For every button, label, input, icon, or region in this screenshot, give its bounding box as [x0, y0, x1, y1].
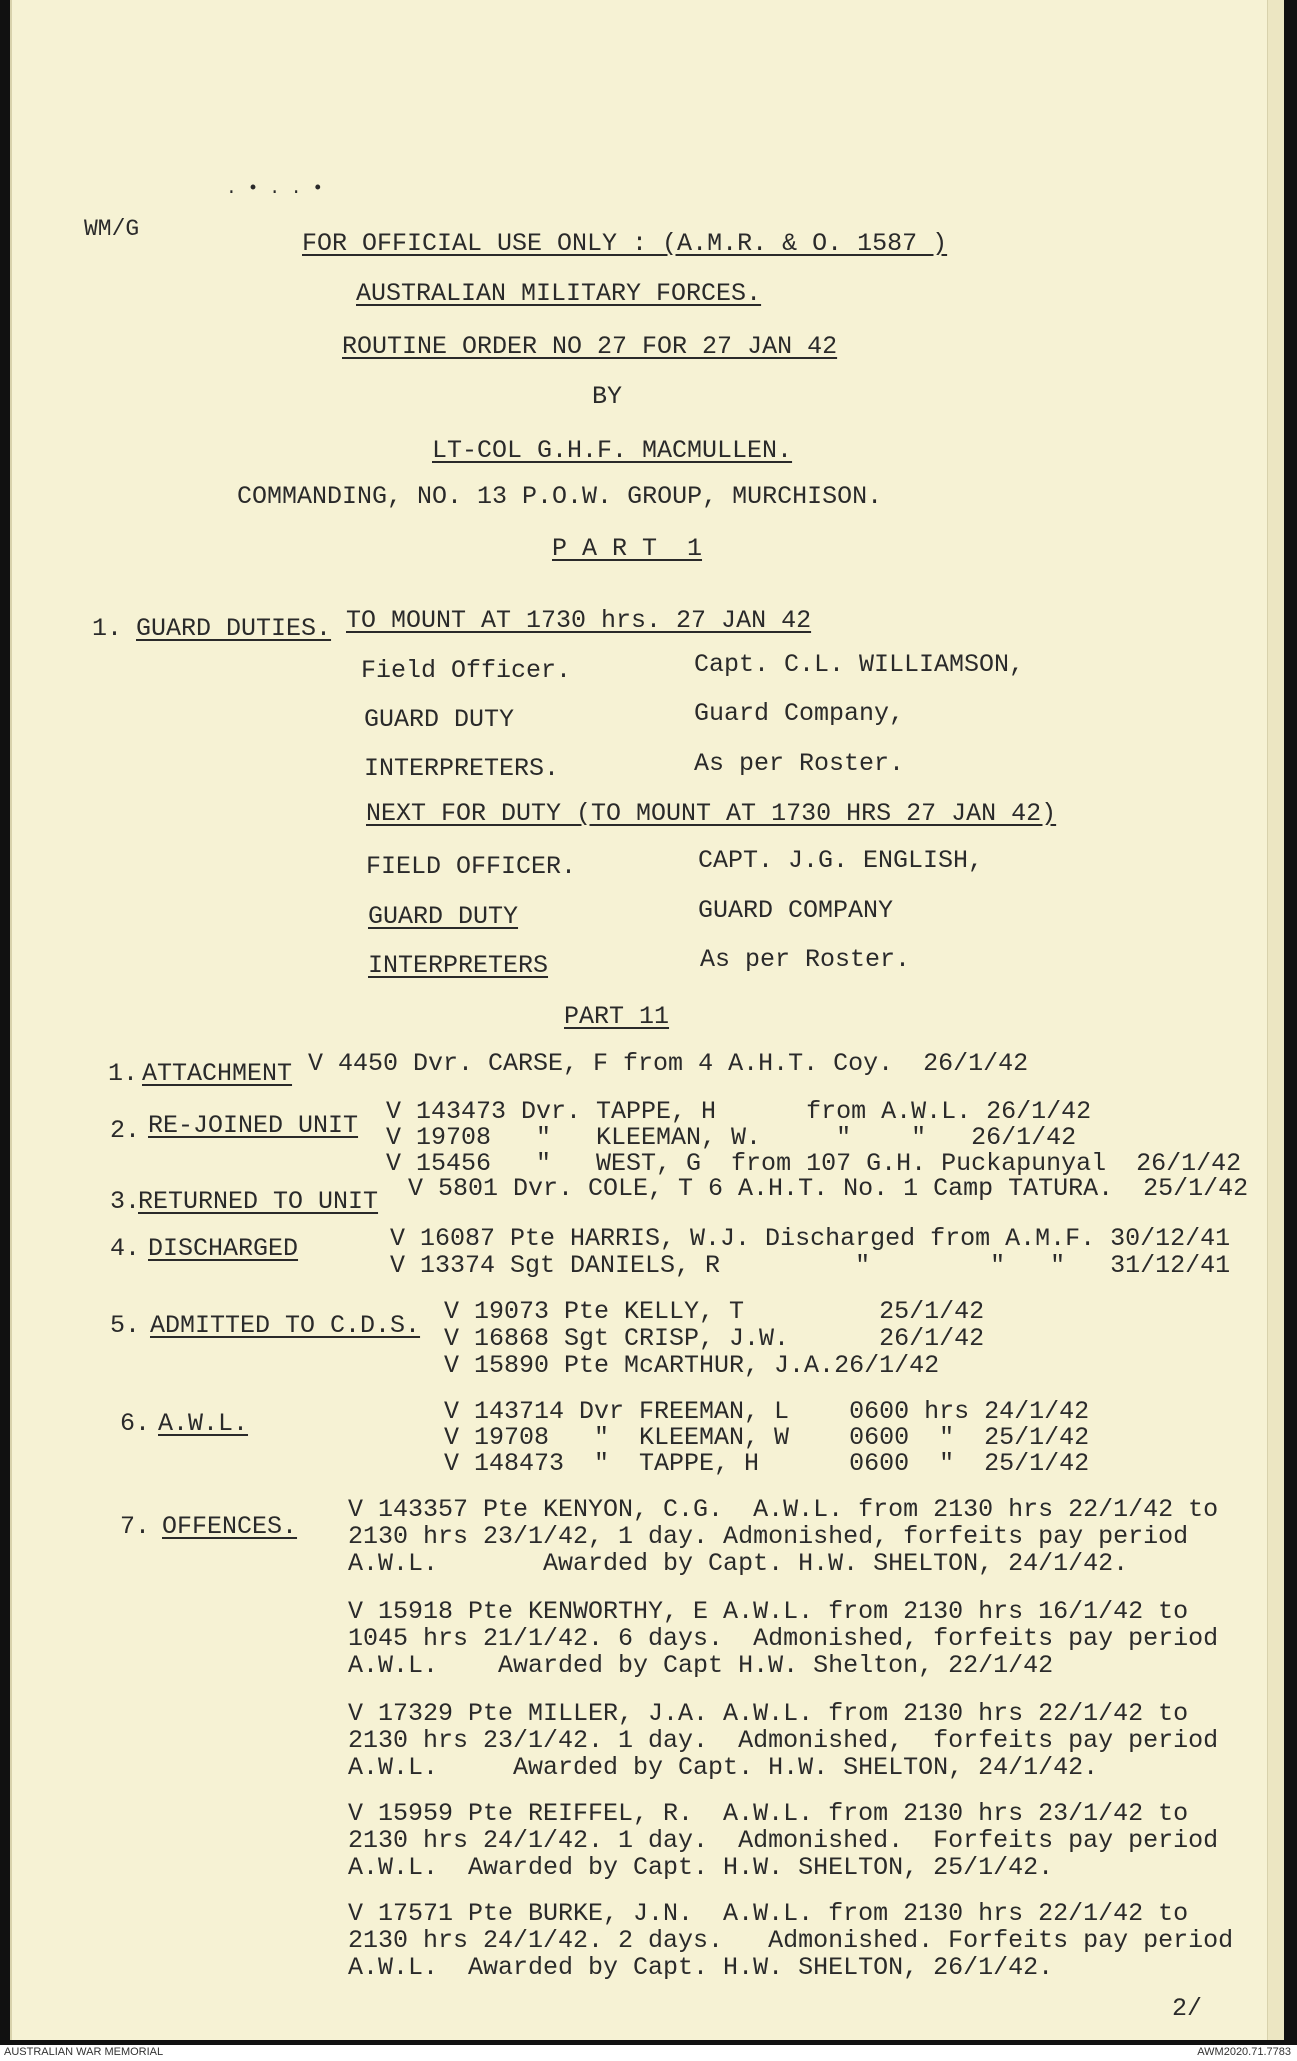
offence-line: A.W.L. Awarded by Capt. H.W. SHELTON, 25/1/42. [348, 1853, 1054, 1882]
offence-line: 2130 hrs 24/1/42. 2 days. Admonished. Forfeits pay period [348, 1926, 1234, 1955]
awl-number: 6. [120, 1409, 151, 1438]
offences-heading: OFFENCES. [162, 1512, 298, 1541]
offence-line: A.W.L. Awarded by Capt. H.W. SHELTON, 24/1/42. [348, 1753, 1099, 1782]
guard-mount-time: TO MOUNT AT 1730 hrs. 27 JAN 42 [346, 606, 812, 635]
next-row-value: GUARD COMPANY [698, 896, 894, 925]
reference-code: WM/G [84, 216, 140, 242]
offence-line: V 15959 Pte REIFFEL, R. A.W.L. from 2130 hrs 23/1/42 to [348, 1799, 1189, 1828]
offence-line: 2130 hrs 23/1/42, 1 day. Admonished, forfeits pay period [348, 1522, 1189, 1551]
command-line: COMMANDING, NO. 13 P.O.W. GROUP, MURCHISON. [237, 482, 883, 511]
guard-row-label: GUARD DUTY [364, 705, 515, 734]
attachment-text: V 4450 Dvr. CARSE, F from 4 A.H.T. Coy. 26/1/42 [308, 1049, 1029, 1078]
part-two-heading: PART 11 [564, 1002, 670, 1031]
offence-line: V 17571 Pte BURKE, J.N. A.W.L. from 2130 hrs 22/1/42 to [348, 1899, 1189, 1928]
next-for-duty: NEXT FOR DUTY (TO MOUNT AT 1730 HRS 27 JAN 42) [366, 799, 1057, 828]
guard-row-label: INTERPRETERS. [364, 754, 560, 783]
next-row-value: As per Roster. [700, 945, 911, 974]
offence-line: V 143357 Pte KENYON, C.G. A.W.L. from 2130 hrs 22/1/42 to [348, 1495, 1219, 1524]
awl-line: V 19708 " KLEEMAN, W 0600 " 25/1/42 [444, 1423, 1090, 1452]
admitted-line: V 19073 Pte KELLY, T 25/1/42 [444, 1297, 985, 1326]
footer-accession: AWM2020.71.7783 [1197, 2046, 1291, 2058]
next-row-value: CAPT. J.G. ENGLISH, [698, 846, 984, 875]
next-row-label: INTERPRETERS [368, 951, 549, 980]
admitted-number: 5. [110, 1311, 141, 1340]
offence-line: V 15918 Pte KENWORTHY, E A.W.L. from 2130 hrs 16/1/42 to [348, 1597, 1189, 1626]
guard-number: 1. [92, 614, 123, 643]
archive-footer [0, 2045, 1297, 2061]
returned-text: V 5801 Dvr. COLE, T 6 A.H.T. No. 1 Camp TATURA. 25/1/42 [408, 1174, 1249, 1203]
discharged-number: 4. [110, 1234, 141, 1263]
rejoined-heading: RE-JOINED UNIT [148, 1111, 359, 1140]
part-one-heading: P A R T 1 [552, 534, 703, 563]
rejoined-line: V 19708 " KLEEMAN, W. " " 26/1/42 [386, 1123, 1077, 1152]
order-title: ROUTINE ORDER NO 27 FOR 27 JAN 42 [342, 332, 838, 361]
offences-number: 7. [120, 1512, 151, 1541]
rejoined-number: 2. [110, 1116, 141, 1145]
offence-line: A.W.L. Awarded by Capt H.W. Shelton, 22/1/42 [348, 1651, 1054, 1680]
returned-heading: RETURNED TO UNIT [138, 1187, 379, 1216]
page-number: 2/ [1172, 1994, 1203, 2023]
offence-line: A.W.L. Awarded by Capt. H.W. SHELTON, 26/1/42. [348, 1953, 1054, 1982]
officer-name: LT-COL G.H.F. MACMULLEN. [432, 436, 793, 465]
next-row-label: FIELD OFFICER. [366, 852, 577, 881]
admitted-heading: ADMITTED TO C.D.S. [150, 1311, 421, 1340]
awl-heading: A.W.L. [158, 1409, 249, 1438]
guard-heading: GUARD DUTIES. [136, 614, 332, 643]
discharged-line: V 16087 Pte HARRIS, W.J. Discharged from A.M.F. 30/12/41 [390, 1224, 1231, 1253]
paper-edge [1267, 0, 1284, 2040]
admitted-line: V 15890 Pte McARTHUR, J.A.26/1/42 [444, 1351, 940, 1380]
by-line: BY [592, 382, 623, 411]
rejoined-line: V 143473 Dvr. TAPPE, H from A.W.L. 26/1/42 [386, 1097, 1092, 1126]
discharged-heading: DISCHARGED [148, 1234, 299, 1263]
guard-row-value: As per Roster. [694, 749, 905, 778]
offence-line: 2130 hrs 23/1/42. 1 day. Admonished, forfeits pay period [348, 1726, 1219, 1755]
awl-line: V 143714 Dvr FREEMAN, L 0600 hrs 24/1/42 [444, 1397, 1090, 1426]
classification-line: FOR OFFICIAL USE ONLY : (A.M.R. & O. 1587 ) [302, 229, 948, 258]
rejoined-line: V 15456 " WEST, G from 107 G.H. Puckapunyal 26/1/42 [386, 1149, 1242, 1178]
offence-line: V 17329 Pte MILLER, J.A. A.W.L. from 2130 hrs 22/1/42 to [348, 1699, 1189, 1728]
guard-row-value: Guard Company, [694, 699, 905, 728]
returned-number: 3. [110, 1187, 141, 1216]
guard-row-value: Capt. C.L. WILLIAMSON, [694, 650, 1025, 679]
forces-title: AUSTRALIAN MILITARY FORCES. [356, 279, 762, 308]
offence-line: 1045 hrs 21/1/42. 6 days. Admonished, forfeits pay period [348, 1624, 1219, 1653]
next-row-label: GUARD DUTY [368, 902, 519, 931]
offence-line: 2130 hrs 24/1/42. 1 day. Admonished. Forfeits pay period [348, 1826, 1219, 1855]
attachment-heading: ATTACHMENT [142, 1059, 293, 1088]
attachment-number: 1. [108, 1059, 139, 1088]
admitted-line: V 16868 Sgt CRISP, J.W. 26/1/42 [444, 1324, 985, 1353]
offence-line: A.W.L. Awarded by Capt. H.W. SHELTON, 24/1/42. [348, 1549, 1129, 1578]
guard-row-label: Field Officer. [361, 656, 572, 685]
discharged-line: V 13374 Sgt DANIELS, R " " " 31/12/41 [390, 1251, 1231, 1280]
punch-dots: . • . . • [226, 179, 324, 199]
awl-line: V 148473 " TAPPE, H 0600 " 25/1/42 [444, 1449, 1090, 1478]
footer-institution: AUSTRALIAN WAR MEMORIAL [4, 2046, 164, 2058]
document-sheet [10, 0, 1284, 2040]
